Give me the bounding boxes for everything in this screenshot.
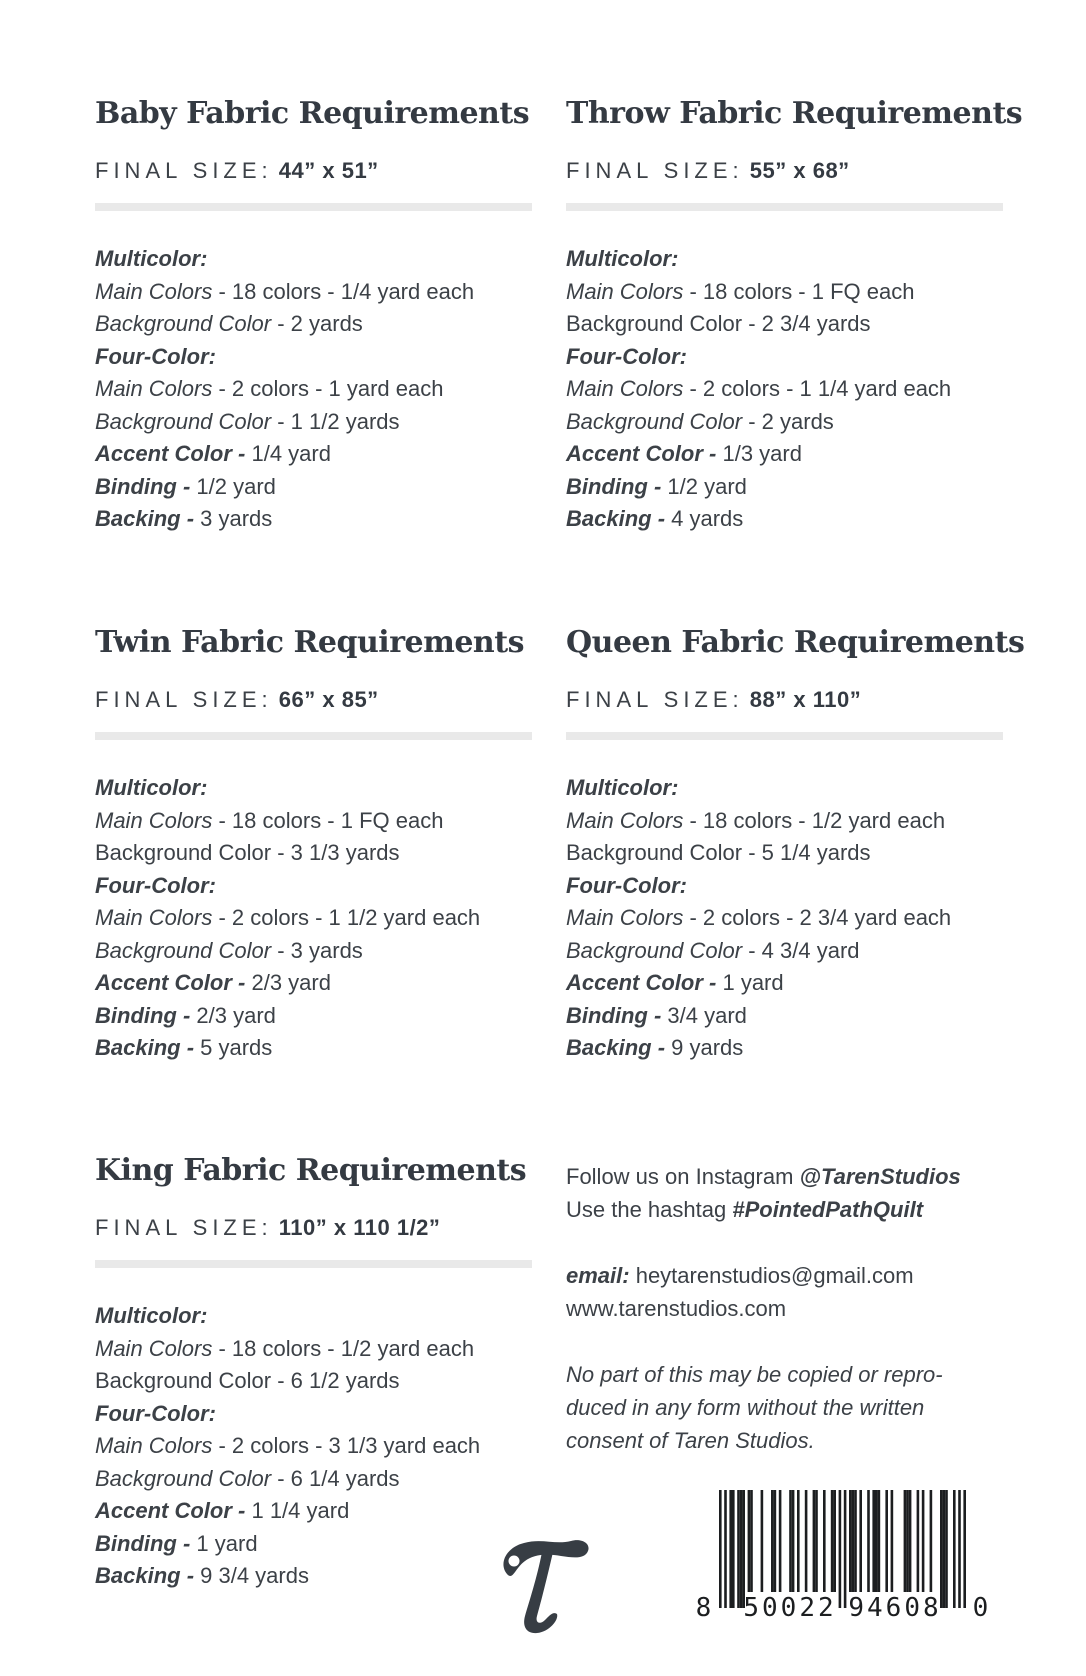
instagram-line: Follow us on Instagram @TarenStudios <box>566 1164 961 1189</box>
section-title: King Fabric Requirements <box>95 1153 527 1188</box>
svg-text:50022: 50022 <box>743 1593 837 1623</box>
line-multicolor-header: Multicolor: <box>95 1303 208 1328</box>
copyright-line: No part of this may be copied or repro- <box>566 1362 943 1387</box>
line-binding: Binding - 1 yard <box>95 1530 258 1556</box>
section-throw <box>566 95 1023 536</box>
hashtag-line: Use the hashtag #PointedPathQuilt <box>566 1197 924 1222</box>
copyright-line: consent of Taren Studios. <box>566 1428 815 1453</box>
line-four-color-header: Four-Color: <box>566 343 687 369</box>
final-size <box>95 1214 532 1242</box>
line-accent-color: Accent Color - 1 1/4 yard <box>95 1498 350 1523</box>
final-size-value: 110” x 110 1/2” <box>278 1215 441 1240</box>
email-label: email: <box>566 1263 630 1288</box>
line-multicolor-header: Multicolor: <box>95 775 208 800</box>
line-accent-color: Accent Color - 2/3 yard <box>95 970 331 995</box>
final-size <box>566 157 1003 185</box>
line-multicolor-header: Multicolor: <box>95 246 208 271</box>
fabric-requirements-list <box>566 243 1003 536</box>
final-size <box>566 686 1003 714</box>
section-title: Throw Fabric Requirements <box>566 96 1023 131</box>
section-twin <box>95 624 532 1065</box>
hashtag: #PointedPathQuilt <box>732 1197 924 1222</box>
svg-text:94608: 94608 <box>848 1593 942 1623</box>
section-title: Twin Fabric Requirements <box>95 625 524 660</box>
final-size <box>95 686 532 714</box>
line-main-colors: Main Colors - 2 colors - 1 1/2 yard each <box>95 905 481 930</box>
section-divider <box>566 732 1003 740</box>
line-background-color: Background Color - 3 yards <box>95 937 363 963</box>
svg-text:8: 8 <box>695 1593 715 1623</box>
line-binding: Binding - 2/3 yard <box>95 1002 276 1028</box>
fabric-requirements-list <box>566 772 1003 1065</box>
section-queen <box>566 624 1025 1065</box>
line-multicolor-header: Multicolor: <box>566 775 679 800</box>
line-background-color: Background Color - 2 yards <box>566 408 834 434</box>
final-size-label: FINAL SIZE: <box>95 1215 273 1240</box>
taren-studios-logo <box>497 1530 597 1642</box>
line-background-color: Background Color - 2 3/4 yards <box>566 311 871 336</box>
final-size-value: 66” x 85” <box>278 687 379 712</box>
line-accent-color: Accent Color - 1/4 yard <box>95 441 331 466</box>
section-king <box>95 1152 532 1593</box>
section-divider <box>566 203 1003 211</box>
email-value: heytarenstudios@gmail.com <box>629 1263 914 1288</box>
line-four-color-header: Four-Color: <box>566 872 687 898</box>
line-accent-color: Accent Color - 1/3 yard <box>566 441 802 466</box>
line-four-color-header: Four-Color: <box>95 872 216 898</box>
section-title: Queen Fabric Requirements <box>566 625 1025 660</box>
line-binding: Binding - 1/2 yard <box>95 473 276 499</box>
section-baby <box>95 95 532 536</box>
final-size-label: FINAL SIZE: <box>95 687 273 712</box>
line-main-colors: Main Colors - 2 colors - 1 1/4 yard each <box>566 376 952 401</box>
line-main-colors: Main Colors - 18 colors - 1 FQ each <box>566 278 915 304</box>
line-main-colors: Main Colors - 18 colors - 1 FQ each <box>95 807 444 833</box>
svg-text:0: 0 <box>972 1593 992 1623</box>
line-four-color-header: Four-Color: <box>95 343 216 369</box>
line-background-color: Background Color - 6 1/4 yards <box>95 1465 400 1491</box>
final-size-label: FINAL SIZE: <box>95 158 273 183</box>
line-backing: Backing - 4 yards <box>566 506 744 531</box>
line-backing: Backing - 3 yards <box>95 506 273 531</box>
final-size-value: 44” x 51” <box>278 158 379 183</box>
line-backing: Backing - 9 3/4 yards <box>95 1563 309 1588</box>
section-divider <box>95 732 532 740</box>
line-binding: Binding - 1/2 yard <box>566 473 747 499</box>
section-divider <box>95 203 532 211</box>
line-background-color: Background Color - 6 1/2 yards <box>95 1368 400 1393</box>
final-size-value: 55” x 68” <box>749 158 850 183</box>
email-line <box>566 1259 1006 1292</box>
upc-barcode <box>695 1486 1005 1636</box>
line-main-colors: Main Colors - 2 colors - 1 yard each <box>95 376 444 401</box>
line-background-color: Background Color - 3 1/3 yards <box>95 840 400 865</box>
website-line: www.tarenstudios.com <box>566 1296 787 1321</box>
line-background-color: Background Color - 5 1/4 yards <box>566 840 871 865</box>
fabric-requirements-list <box>95 1300 532 1593</box>
fabric-requirements-list <box>95 243 532 536</box>
line-background-color: Background Color - 1 1/2 yards <box>95 408 400 434</box>
final-size-label: FINAL SIZE: <box>566 687 744 712</box>
line-main-colors: Main Colors - 18 colors - 1/4 yard each <box>95 278 475 304</box>
section-title: Baby Fabric Requirements <box>95 96 530 131</box>
fabric-requirements-list <box>95 772 532 1065</box>
section-divider <box>95 1260 532 1268</box>
final-size-label: FINAL SIZE: <box>566 158 744 183</box>
final-size-value: 88” x 110” <box>749 687 862 712</box>
line-four-color-header: Four-Color: <box>95 1400 216 1426</box>
final-size <box>95 157 532 185</box>
line-main-colors: Main Colors - 18 colors - 1/2 yard each <box>566 807 946 833</box>
line-main-colors: Main Colors - 2 colors - 2 3/4 yard each <box>566 905 952 930</box>
line-backing: Backing - 9 yards <box>566 1035 744 1060</box>
line-background-color: Background Color - 4 3/4 yard <box>566 937 860 963</box>
line-backing: Backing - 5 yards <box>95 1035 273 1060</box>
line-multicolor-header: Multicolor: <box>566 246 679 271</box>
line-main-colors: Main Colors - 18 colors - 1/2 yard each <box>95 1335 475 1361</box>
line-binding: Binding - 3/4 yard <box>566 1002 747 1028</box>
line-accent-color: Accent Color - 1 yard <box>566 970 784 995</box>
line-main-colors: Main Colors - 2 colors - 3 1/3 yard each <box>95 1433 481 1458</box>
instagram-handle: @TarenStudios <box>799 1164 961 1189</box>
copyright-line: duced in any form without the written <box>566 1395 925 1420</box>
contact-block <box>566 1160 1006 1457</box>
line-background-color: Background Color - 2 yards <box>95 311 363 336</box>
